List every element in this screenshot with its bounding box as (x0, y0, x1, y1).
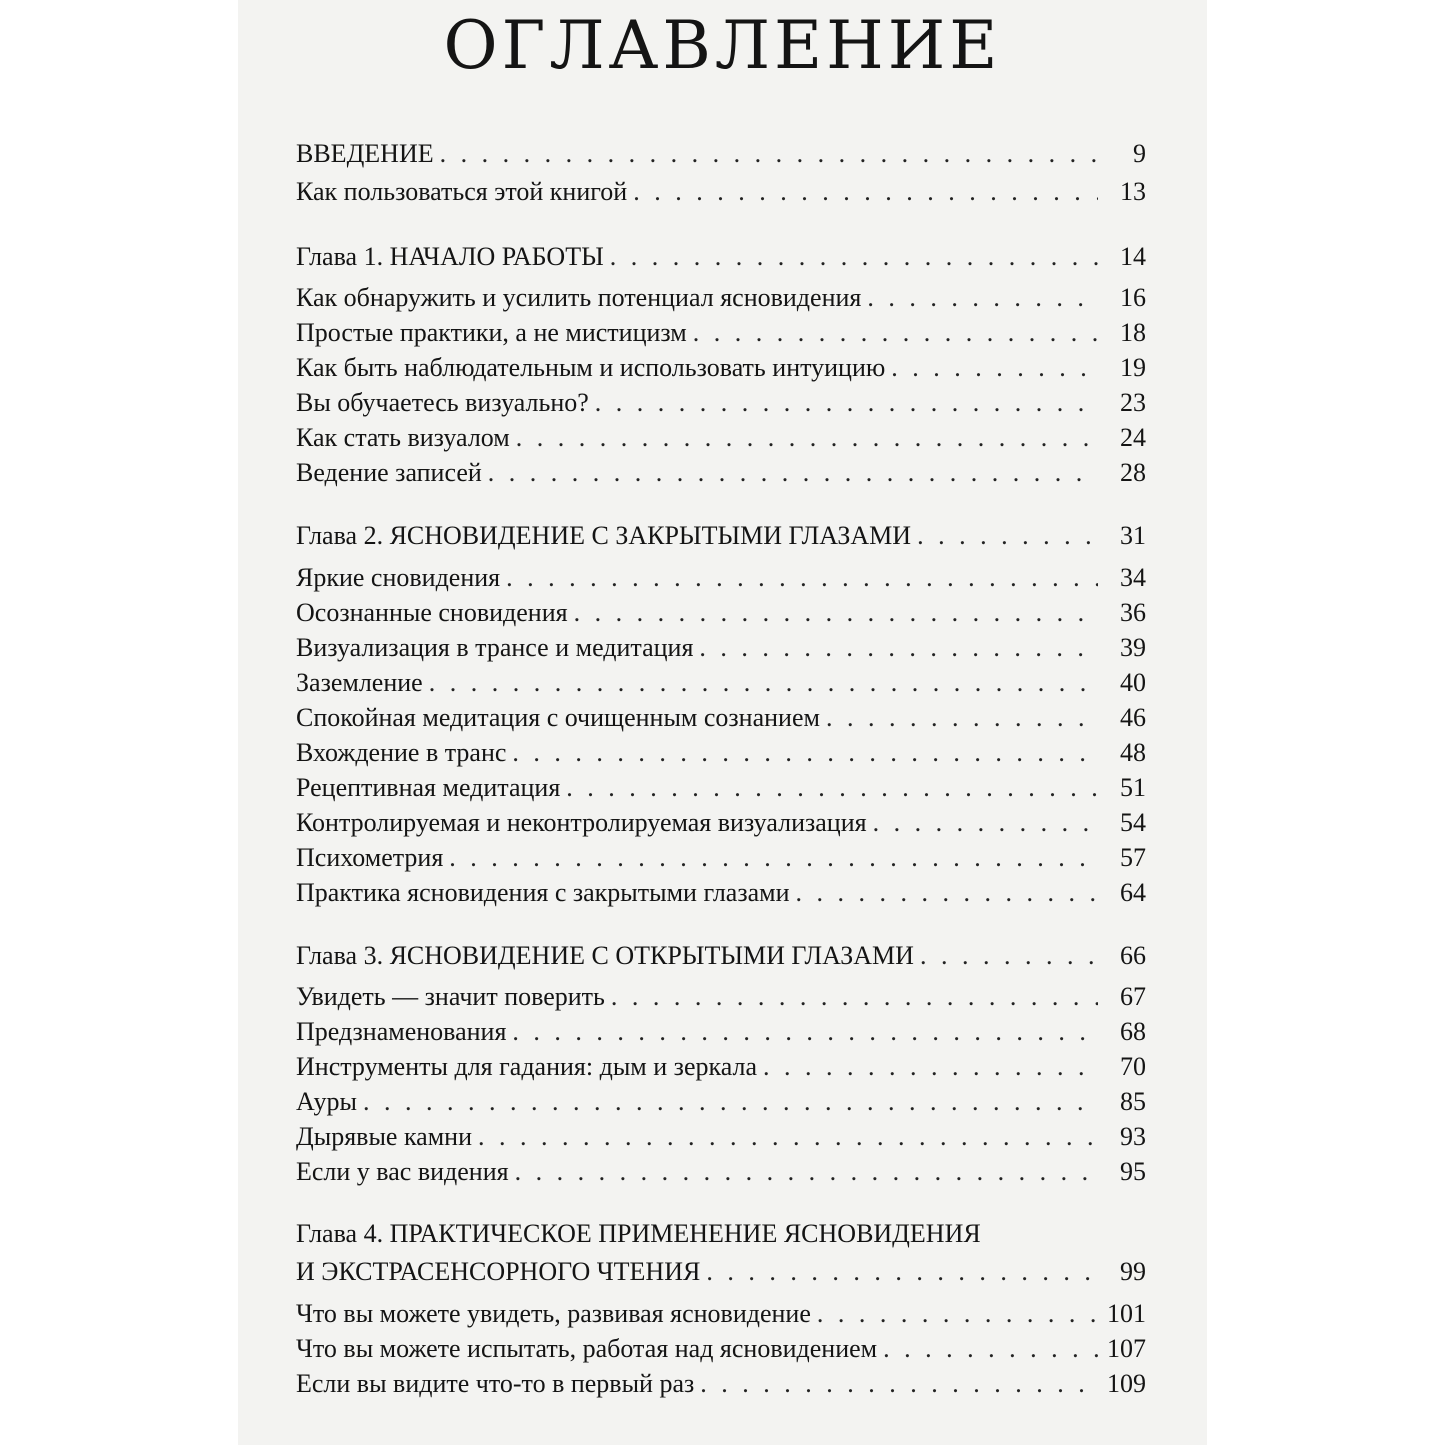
toc-entry-page: 99 (1120, 1257, 1146, 1286)
toc-entry-page: 18 (1120, 318, 1146, 347)
toc-entry (296, 1084, 1146, 1120)
toc-entry-title: Заземление (296, 668, 423, 697)
toc-entry-title: Как быть наблюдательным и использовать интуицию (296, 353, 886, 382)
dot-leader (515, 1154, 1098, 1190)
dot-leader (478, 1119, 1098, 1155)
toc-entry-page: 68 (1120, 1017, 1146, 1046)
toc-entry-title: Что вы можете испытать, работая над ясновидением (296, 1334, 878, 1363)
dot-leader (633, 174, 1098, 210)
toc-entry-page: 28 (1120, 458, 1146, 487)
toc-entry-title: Если у вас видения (296, 1157, 509, 1186)
toc-entry-page: 46 (1120, 703, 1146, 732)
toc-entry-title: Что вы можете увидеть, развивая ясновидение (296, 1299, 811, 1328)
toc-entry (296, 1014, 1146, 1050)
toc-entry (296, 1154, 1146, 1190)
toc-entry-title: И ЭКСТРАСЕНСОРНОГО ЧТЕНИЯ (296, 1257, 701, 1286)
toc-entry-page: 93 (1120, 1122, 1146, 1151)
dot-leader (566, 770, 1098, 806)
toc-entry (296, 455, 1146, 491)
toc-entry (296, 665, 1146, 701)
toc-entry-title: Увидеть — значит поверить (296, 982, 605, 1011)
toc-entry-page: 36 (1120, 598, 1146, 627)
toc-entry (296, 560, 1146, 596)
toc-entry (296, 840, 1146, 876)
toc-entry-page: 107 (1107, 1334, 1146, 1363)
dot-leader (512, 735, 1098, 771)
dot-leader (506, 560, 1098, 596)
dot-leader (817, 1296, 1098, 1332)
toc-entry-page: 67 (1120, 982, 1146, 1011)
toc-entry-page: 40 (1120, 668, 1146, 697)
toc-entry-title: Как стать визуалом (296, 423, 510, 452)
toc-entry-title: Визуализация в трансе и медитация (296, 633, 694, 662)
dot-leader (488, 455, 1098, 491)
toc-entry-page: 101 (1107, 1299, 1146, 1328)
dot-leader (920, 938, 1098, 974)
toc-chapter-4-line-2 (296, 1254, 1146, 1290)
toc-entry-title: Рецептивная медитация (296, 773, 561, 802)
toc-entry-title: Ведение записей (296, 458, 482, 487)
dot-leader (826, 700, 1098, 736)
toc-entry-title: Спокойная медитация с очищенным сознанием (296, 703, 820, 732)
toc-entry-title: Вы обучаетесь визуально? (296, 388, 589, 417)
toc-entry-title: Контролируемая и неконтролируемая визуализация (296, 808, 867, 837)
toc-entry-title: Инструменты для гадания: дым и зеркала (296, 1052, 758, 1081)
toc-entry (296, 420, 1146, 456)
toc-entry-title: Дырявые камни (296, 1122, 473, 1151)
toc-entry-page: 31 (1120, 521, 1146, 550)
toc-entry-page: 24 (1120, 423, 1146, 452)
toc-entry-page: 9 (1133, 139, 1146, 168)
toc-entry-page: 48 (1120, 738, 1146, 767)
toc-entry (296, 1049, 1146, 1085)
dot-leader (917, 518, 1098, 554)
dot-leader (693, 315, 1098, 351)
toc-entry-page: 34 (1120, 563, 1146, 592)
dot-leader (763, 1049, 1098, 1085)
toc-entry-title: Как обнаружить и усилить потенциал ясновидения (296, 283, 862, 312)
toc-entry-title: Глава 1. НАЧАЛО РАБОТЫ (296, 242, 604, 271)
toc-entry (296, 630, 1146, 666)
toc-entry-title: Яркие сновидения (296, 563, 501, 592)
toc-entry (296, 979, 1146, 1015)
toc-entry (296, 770, 1146, 806)
toc-entry-page: 39 (1120, 633, 1146, 662)
toc-entry (296, 350, 1146, 386)
toc-chapter-1 (296, 239, 1146, 275)
toc-entry (296, 875, 1146, 911)
toc-entry (296, 805, 1146, 841)
toc-entry-title: Практика ясновидения с закрытыми глазами (296, 878, 790, 907)
dot-leader (440, 136, 1098, 172)
toc-entry-title: ВВЕДЕНИЕ (296, 139, 434, 168)
dot-leader (574, 595, 1098, 631)
toc-entry-page: 19 (1120, 353, 1146, 382)
toc-chapter-2 (296, 518, 1146, 554)
dot-leader (796, 875, 1098, 911)
page-title: ОГЛАВЛЕНИЕ (443, 7, 1002, 84)
toc-entry-page: 95 (1120, 1157, 1146, 1186)
toc-entry-page: 16 (1120, 283, 1146, 312)
dot-leader (512, 1014, 1098, 1050)
toc-entry (296, 174, 1146, 210)
toc-entry-title: Глава 2. ЯСНОВИДЕНИЕ С ЗАКРЫТЫМИ ГЛАЗАМИ (296, 521, 912, 550)
toc-entry-introduction (296, 136, 1146, 172)
dot-leader (867, 280, 1098, 316)
dot-leader (700, 1366, 1098, 1402)
toc-entry (296, 1331, 1146, 1367)
dot-leader (883, 1331, 1098, 1367)
dot-leader (449, 840, 1098, 876)
toc-entry-title: Вхождение в транс (296, 738, 507, 767)
toc-entry-title: Простые практики, а не мистицизм (296, 318, 687, 347)
toc-entry (296, 1366, 1146, 1402)
toc-entry-page: 70 (1120, 1052, 1146, 1081)
toc-entry-page: 109 (1107, 1369, 1146, 1398)
toc-entry-title: Глава 4. ПРАКТИЧЕСКОЕ ПРИМЕНЕНИЕ ЯСНОВИДЕНИЯ (296, 1219, 981, 1248)
toc-entry (296, 735, 1146, 771)
toc-entry (296, 385, 1146, 421)
dot-leader (706, 1254, 1098, 1290)
toc-entry-title: Психометрия (296, 843, 444, 872)
book-page (238, 0, 1207, 1445)
toc-entry-page: 14 (1120, 242, 1146, 271)
toc-entry-page: 54 (1120, 808, 1146, 837)
toc-entry (296, 1296, 1146, 1332)
toc-entry-title: Осознанные сновидения (296, 598, 568, 627)
dot-leader (429, 665, 1098, 701)
toc-entry-title: Если вы видите что-то в первый раз (296, 1369, 695, 1398)
dot-leader (611, 979, 1098, 1015)
toc-entry-page: 51 (1120, 773, 1146, 802)
toc-entry-page: 23 (1120, 388, 1146, 417)
toc-entry-title: Ауры (296, 1087, 357, 1116)
dot-leader (516, 420, 1098, 456)
toc-entry (296, 280, 1146, 316)
toc-entry-title: Предзнаменования (296, 1017, 507, 1046)
toc-entry (296, 315, 1146, 351)
toc-entry (296, 1119, 1146, 1155)
toc-entry-title: Как пользоваться этой книгой (296, 177, 628, 206)
toc-entry-page: 13 (1120, 177, 1146, 206)
toc-entry-page: 85 (1120, 1087, 1146, 1116)
toc-entry-title: Глава 3. ЯСНОВИДЕНИЕ С ОТКРЫТЫМИ ГЛАЗАМИ (296, 941, 914, 970)
toc-entry-page: 64 (1120, 878, 1146, 907)
dot-leader (610, 239, 1098, 275)
toc-entry-page: 66 (1120, 941, 1146, 970)
dot-leader (891, 350, 1098, 386)
dot-leader (699, 630, 1098, 666)
dot-leader (363, 1084, 1098, 1120)
dot-leader (873, 805, 1098, 841)
toc-chapter-3 (296, 938, 1146, 974)
toc-entry (296, 595, 1146, 631)
dot-leader (595, 385, 1098, 421)
toc-entry (296, 700, 1146, 736)
toc-chapter-4-line-1 (296, 1216, 1146, 1252)
toc-entry-page: 57 (1120, 843, 1146, 872)
